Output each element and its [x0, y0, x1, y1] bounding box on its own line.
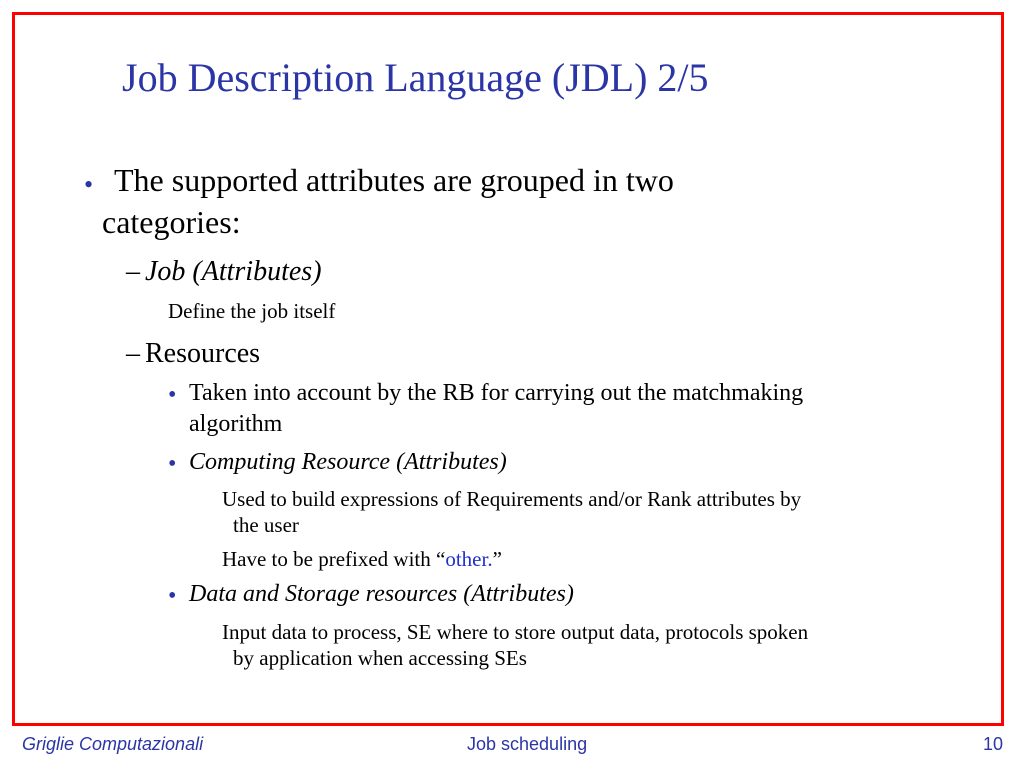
- rb-matchmaking-line2: algorithm: [189, 411, 283, 437]
- data-note-line2: by application when accessing SEs: [233, 646, 527, 670]
- job-attributes-desc: Define the job itself: [168, 299, 336, 323]
- resources-label: Resources: [145, 338, 261, 369]
- rb-matchmaking-line1: Taken into account by the RB for carrying out the matchmaking: [189, 380, 804, 406]
- bullet-marker: •: [84, 170, 94, 199]
- page-number: 10: [983, 734, 1004, 754]
- data-note-line1: Input data to process, SE where to store output data, protocols spoken: [222, 620, 809, 644]
- other-prefix-highlight: other.: [445, 547, 493, 571]
- sub-bullet-marker: •: [168, 583, 177, 609]
- bullet-text-line2: categories:: [102, 204, 241, 240]
- computing-resource-label: Computing Resource (Attributes): [189, 449, 507, 475]
- computing-note2: [222, 547, 502, 572]
- sub-bullet-marker: •: [168, 382, 177, 408]
- footer-center: Job scheduling: [467, 734, 588, 754]
- computing-note1-line2: the user: [233, 513, 299, 537]
- dash-marker: –: [126, 338, 140, 369]
- job-attributes-label: Job (Attributes): [145, 256, 322, 287]
- note2-suffix: ”: [492, 547, 502, 571]
- bullet-text-line1: The supported attributes are grouped in two: [114, 162, 674, 198]
- slide-title: Job Description Language (JDL) 2/5: [122, 55, 709, 100]
- data-storage-label: Data and Storage resources (Attributes): [189, 581, 574, 607]
- sub-bullet-marker: •: [168, 451, 177, 477]
- dash-marker: –: [126, 256, 140, 287]
- footer-left: Griglie Computazionali: [22, 734, 204, 754]
- note2-prefix: Have to be prefixed with “: [222, 547, 446, 571]
- computing-note1-line1: Used to build expressions of Requirements and/or Rank attributes by: [222, 487, 802, 511]
